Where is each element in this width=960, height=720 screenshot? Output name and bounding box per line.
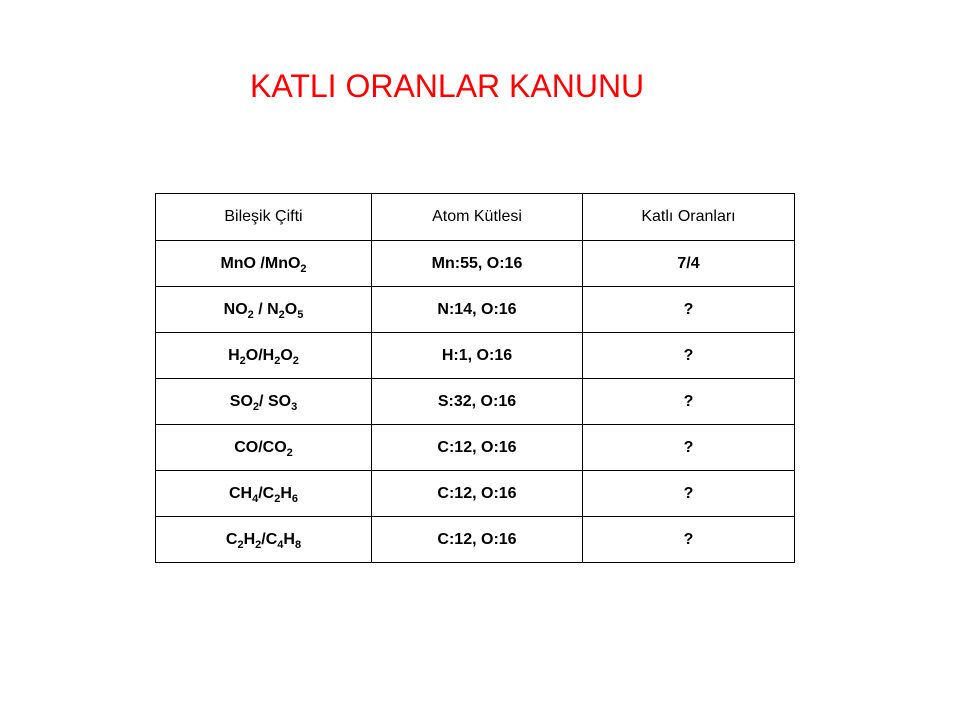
formula-text: O/H	[245, 346, 275, 364]
header-label: Bileşik Çifti	[224, 208, 303, 225]
compound-pair-cell	[156, 517, 372, 563]
formula-text: SO	[229, 392, 253, 410]
formula-subscript: 2	[286, 446, 293, 459]
table-header-row	[156, 194, 795, 241]
formula-text: CO/CO	[234, 438, 287, 456]
formula-subscript: 6	[291, 492, 299, 505]
compound-pair-cell	[156, 287, 372, 333]
formula-subscript: 3	[291, 400, 298, 413]
table-row	[156, 287, 795, 333]
table-row	[156, 379, 795, 425]
compound-ratio-table	[155, 193, 795, 563]
formula-text: H	[280, 484, 292, 502]
formula-subscript: 2	[237, 538, 244, 551]
table-row	[156, 333, 795, 379]
formula-subscript: 4	[277, 538, 284, 551]
formula-subscript: 2	[274, 492, 281, 505]
formula-text: /C	[258, 484, 275, 502]
multiple-ratio-cell: ?	[583, 287, 795, 333]
formula-text: NO	[223, 300, 248, 318]
formula-text: / SO	[259, 392, 292, 410]
page-title: KATLI ORANLAR KANUNU	[250, 68, 645, 104]
header-label: Katlı Oranları	[641, 208, 736, 225]
compound-pair-cell	[156, 333, 372, 379]
multiple-ratio-cell: ?	[583, 517, 795, 563]
formula-text: O	[280, 346, 293, 364]
formula-subscript: 8	[294, 538, 302, 551]
multiple-ratio-cell: ?	[583, 333, 795, 379]
multiple-ratio-cell: 7/4	[583, 241, 795, 287]
header-label: Atom Kütlesi	[432, 208, 522, 225]
atomic-mass-cell: C:12, O:16	[372, 517, 583, 563]
formula-subscript: 2	[252, 400, 260, 413]
compound-pair-cell	[156, 471, 372, 517]
table-row	[156, 425, 795, 471]
compound-pair-cell	[156, 241, 372, 287]
formula-subscript: 2	[292, 354, 299, 367]
formula-text: H	[283, 530, 295, 548]
atomic-mass-cell: Mn:55, O:16	[372, 241, 583, 287]
formula-subscript: 4	[252, 492, 259, 505]
table-row	[156, 471, 795, 517]
formula-text: / N	[253, 300, 279, 318]
atomic-mass-cell: H:1, O:16	[372, 333, 583, 379]
header-cell-compound-pair	[156, 194, 372, 241]
formula-subscript: 2	[278, 308, 285, 321]
compound-pair-cell	[156, 425, 372, 471]
formula-text: CH	[228, 484, 253, 502]
formula-text: C	[225, 530, 238, 548]
formula-subscript: 5	[297, 308, 304, 321]
atomic-mass-cell: S:32, O:16	[372, 379, 583, 425]
formula-subscript: 2	[300, 262, 307, 275]
multiple-ratio-cell: ?	[583, 425, 795, 471]
formula-subscript: 2	[274, 354, 281, 367]
formula-subscript: 2	[247, 308, 254, 321]
formula-text: O	[284, 300, 298, 318]
formula-subscript: 2	[255, 538, 262, 551]
atomic-mass-cell: C:12, O:16	[372, 425, 583, 471]
header-cell-atomic-mass	[372, 194, 583, 241]
table-row	[156, 241, 795, 287]
table-row	[156, 517, 795, 563]
multiple-ratio-cell: ?	[583, 379, 795, 425]
formula-text: H	[228, 346, 240, 364]
formula-subscript: 2	[239, 354, 246, 367]
header-cell-multiple-ratio	[583, 194, 795, 241]
atomic-mass-cell: N:14, O:16	[372, 287, 583, 333]
formula-text: /C	[261, 530, 278, 548]
multiple-ratio-cell: ?	[583, 471, 795, 517]
formula-text: MnO /MnO	[220, 254, 301, 272]
atomic-mass-cell: C:12, O:16	[372, 471, 583, 517]
compound-pair-cell	[156, 379, 372, 425]
formula-text: H	[243, 530, 256, 548]
